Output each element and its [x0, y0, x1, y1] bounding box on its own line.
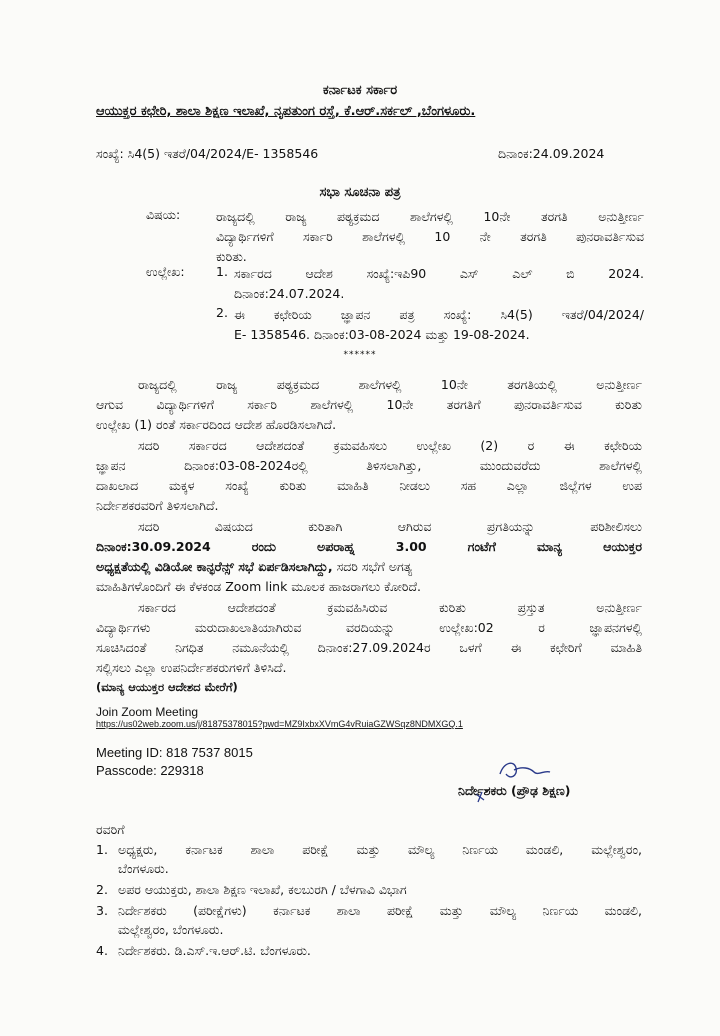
recipients-label: ರವರಿಗೆ: [96, 822, 125, 837]
subject-line: ರಾಜ್ಯದಲ್ಲಿ ರಾಜ್ಯ ಪಠ್ಯಕ್ರಮದ ಶಾಲೆಗಳಲ್ಲಿ 10ನೇ ತರಗತಿ ಅನುತ್ತೀರ್ಣ: [216, 209, 644, 224]
recipient-line: ಅಧ್ಯಕ್ಷರು, ಕರ್ನಾಟಕ ಶಾಲಾ ಪರೀಕ್ಷೆ ಮತ್ತು ಮೌಲ್ಯ ನಿರ್ಣಯ ಮಂಡಲಿ, ಮಲ್ಲೇಶ್ವರಂ,: [118, 842, 642, 857]
zoom-heading: Join Zoom Meeting: [96, 705, 199, 719]
subject-text: [216, 207, 644, 267]
meeting-passcode: Passcode: 229318: [96, 763, 204, 778]
paragraph-line: ವಿದ್ಯಾರ್ಥಿಗಳು ಮರುದಾಖಲಾತಿಯಾಗಿರುವ ವರದಿಯನ್ನು ಉಲ್ಲೇಖ:02 ರ ಜ್ಞಾಪನಗಳಲ್ಲಿ: [96, 620, 642, 635]
recipient-item: [96, 840, 642, 878]
org-name: ಕರ್ನಾಟಕ ಸರ್ಕಾರ: [322, 83, 398, 98]
paragraph-line: ಸರ್ಕಾರದ ಆದೇಶದಂತೆ ಕ್ರಮವಹಿಸಿರುವ ಕುರಿತು ಪ್ರಸ್ತುತ ಅನುತ್ತೀರ್ಣ: [138, 600, 642, 615]
paragraph-line: ಸಲ್ಲಿಸಲು ಎಲ್ಲಾ ಉಪನಿರ್ದೇಶಕರುಗಳಿಗೆ ತಿಳಿಸಿದೆ.: [96, 660, 287, 675]
meeting-note-text: ಸದರಿ ಸಭೆಗೆ ಅಗತ್ಯ: [332, 559, 413, 574]
subject-line: ಕುರಿತು.: [216, 249, 247, 264]
paragraph-line: [96, 557, 642, 577]
subject-line: ವಿದ್ಯಾರ್ಥಿಗಳಿಗೆ ಸರ್ಕಾರಿ ಶಾಲೆಗಳಲ್ಲಿ 10 ನೇ ತರಗತಿ ಪುನರಾವರ್ತಿಸುವ: [216, 229, 644, 244]
reference-number: ಸಂಖ್ಯೆ: ಸಿ4(5) ಇತರೆ/04/2024/E- 1358546: [96, 146, 319, 161]
meeting-chair-text: ಅಧ್ಯಕ್ಷತೆಯಲ್ಲಿ ವಿಡಿಯೋ ಕಾನ್ಫರೆನ್ಸ್ ಸಭೆ ಏರ್ಪಡಿಸಲಾಗಿದ್ದು,: [96, 559, 333, 574]
reference-item-number: 1.: [216, 264, 228, 279]
paragraph-line: ರಾಜ್ಯದಲ್ಲಿ ರಾಜ್ಯ ಪಠ್ಯಕ್ರಮದ ಶಾಲೆಗಳಲ್ಲಿ 10ನೇ ತರಗತಿಯಲ್ಲಿ ಅನುತ್ತೀರ್ಣ: [138, 377, 642, 392]
meeting-id: Meeting ID: 818 7537 8015: [96, 745, 253, 760]
recipient-number: 2.: [96, 882, 108, 897]
recipient-number: 3.: [96, 903, 108, 918]
paragraph-line: ಜ್ಞಾಪನ ದಿನಾಂಕ:03-08-2024ರಲ್ಲಿ ತಿಳಿಸಲಾಗಿತ್ತು, ಮುಂದುವರೆದು ಶಾಲೆಗಳಲ್ಲಿ: [96, 458, 642, 473]
reference-line: E- 1358546. ದಿನಾಂಕ:03-08-2024 ಮತ್ತು 19-08-2024.: [234, 327, 530, 342]
meeting-datetime-line: ದಿನಾಂಕ:30.09.2024 ರಂದು ಅಪರಾಹ್ನ 3.00 ಗಂಟೆಗೆ ಮಾನ್ಯ ಆಯುಕ್ತರ: [96, 539, 642, 554]
reference-item: [234, 264, 644, 304]
recipient-line: ಅಪರ ಆಯುಕ್ತರು, ಶಾಲಾ ಶಿಕ್ಷಣ ಇಲಾಖೆ, ಕಲಬುರಗಿ / ಬೆಳಗಾವಿ ವಿಭಾಗ: [118, 882, 407, 897]
recipient-number: 4.: [96, 943, 108, 958]
paragraph-1: [96, 375, 642, 435]
paragraph-line: ಮಾಹಿತಿಗಳೊಂದಿಗೆ ಈ ಕೆಳಕಂಡ Zoom link ಮೂಲಕ ಹಾಜರಾಗಲು ಕೋರಿದೆ.: [96, 579, 422, 594]
paragraph-line: ದಾಖಲಾದ ಮಕ್ಕಳ ಸಂಖ್ಯೆ ಕುರಿತು ಮಾಹಿತಿ ನೀಡಲು ಸಹ ಎಲ್ಲಾ ಜಿಲ್ಲೆಗಳ ಉಪ: [96, 478, 642, 493]
recipient-line: ಮಲ್ಲೇಶ್ವರಂ, ಬೆಂಗಳೂರು.: [118, 922, 224, 937]
reference-item: [234, 305, 644, 345]
recipient-line: ಬೆಂಗಳೂರು.: [118, 861, 169, 876]
recipients-list: [96, 840, 642, 960]
paragraph-line: ಆಗುವ ವಿದ್ಯಾರ್ಥಿಗಳಿಗೆ ಸರ್ಕಾರಿ ಶಾಲೆಗಳಲ್ಲಿ 10ನೇ ತರಗತಿಗೆ ಪುನರಾವರ್ತಿಸುವ ಕುರಿತು: [96, 397, 642, 412]
recipient-text: [118, 840, 642, 878]
document-date: ದಿನಾಂಕ:24.09.2024: [498, 146, 605, 161]
paragraph-3: [96, 517, 642, 597]
recipient-number: 1.: [96, 842, 108, 857]
document-title: ಸಭಾ ಸೂಚನಾ ಪತ್ರ: [319, 185, 401, 200]
paragraph-line: ಉಲ್ಲೇಖ (1) ರಂತೆ ಸರ್ಕಾರದಿಂದ ಆದೇಶ ಹೊರಡಿಸಲಾಗಿದೆ.: [96, 417, 337, 432]
recipient-item: [96, 941, 642, 960]
signatory-designation: ನಿರ್ದೇಶಕರು (ಪ್ರೌಢ ಶಿಕ್ಷಣ): [458, 783, 571, 798]
paragraph-2: [96, 436, 642, 516]
order-note: (ಮಾನ್ಯ ಆಯುಕ್ತರ ಆದೇಶದ ಮೇರೆಗೆ): [96, 680, 238, 694]
recipient-text: [118, 901, 642, 939]
office-address: ಆಯುಕ್ತರ ಕಛೇರಿ, ಶಾಲಾ ಶಿಕ್ಷಣ ಇಲಾಖೆ, ನೃಪತುಂಗ ರಸ್ತೆ, ಕೆ.ಆರ್.ಸರ್ಕಲ್ ,ಬೆಂಗಳೂರು.: [96, 104, 476, 119]
paragraph-line: ಸದರಿ ವಿಷಯದ ಕುರಿತಾಗಿ ಆಗಿರುವ ಪ್ರಗತಿಯನ್ನು ಪರಿಶೀಲಿಸಲು: [138, 519, 642, 534]
reference-line: ಈ ಕಛೇರಿಯ ಜ್ಞಾಪನ ಪತ್ರ ಸಂಖ್ಯೆ: ಸಿ4(5) ಇತರೆ/04/2024/: [234, 307, 644, 322]
reference-item-number: 2.: [216, 305, 228, 320]
recipient-item: [96, 901, 642, 939]
recipient-line: ನಿರ್ದೇಶಕರು (ಪರೀಕ್ಷೆಗಳು) ಕರ್ನಾಟಕ ಶಾಲಾ ಪರೀಕ್ಷೆ ಮತ್ತು ಮೌಲ್ಯ ನಿರ್ಣಯ ಮಂಡಲಿ,: [118, 903, 642, 918]
paragraph-line: ಸೂಚಿಸಿದಂತೆ ನಿಗಧಿತ ನಮೂನೆಯಲ್ಲಿ ದಿನಾಂಕ:27.09.2024ರ ಒಳಗೆ ಈ ಕಛೇರಿಗೆ ಮಾಹಿತಿ: [96, 640, 642, 655]
paragraph-line: ನಿರ್ದೇಶಕರವರಿಗೆ ತಿಳಿಸಲಾಗಿದೆ.: [96, 498, 219, 513]
reference-line: ಸರ್ಕಾರದ ಆದೇಶ ಸಂಖ್ಯೆ:ಇಪಿ90 ಎಸ್ ಎಲ್ ಬಿ 2024.: [234, 266, 644, 281]
recipient-item: [96, 880, 642, 899]
recipient-line: ನಿರ್ದೇಶಕರು. ಡಿ.ಎಸ್.ಇ.ಆರ್.ಟಿ. ಬೆಂಗಳೂರು.: [118, 943, 311, 958]
reference-line: ದಿನಾಂಕ:24.07.2024.: [234, 286, 345, 301]
zoom-link[interactable]: https://us02web.zoom.us/j/81875378015?pwd=MZ9IxbxXVmG4vRuiaGZWSqz8NDMXGQ.1: [96, 719, 463, 729]
paragraph-4: [96, 598, 642, 678]
reference-label: ಉಲ್ಲೇಖ:: [146, 264, 185, 279]
subject-label: ವಿಷಯ:: [146, 207, 181, 222]
paragraph-line: ಸದರಿ ಸರ್ಕಾರದ ಆದೇಶದಂತೆ ಕ್ರಮವಹಿಸಲು ಉಲ್ಲೇಖ (2) ರ ಈ ಕಛೇರಿಯ: [138, 438, 642, 453]
separator: ******: [343, 350, 377, 360]
